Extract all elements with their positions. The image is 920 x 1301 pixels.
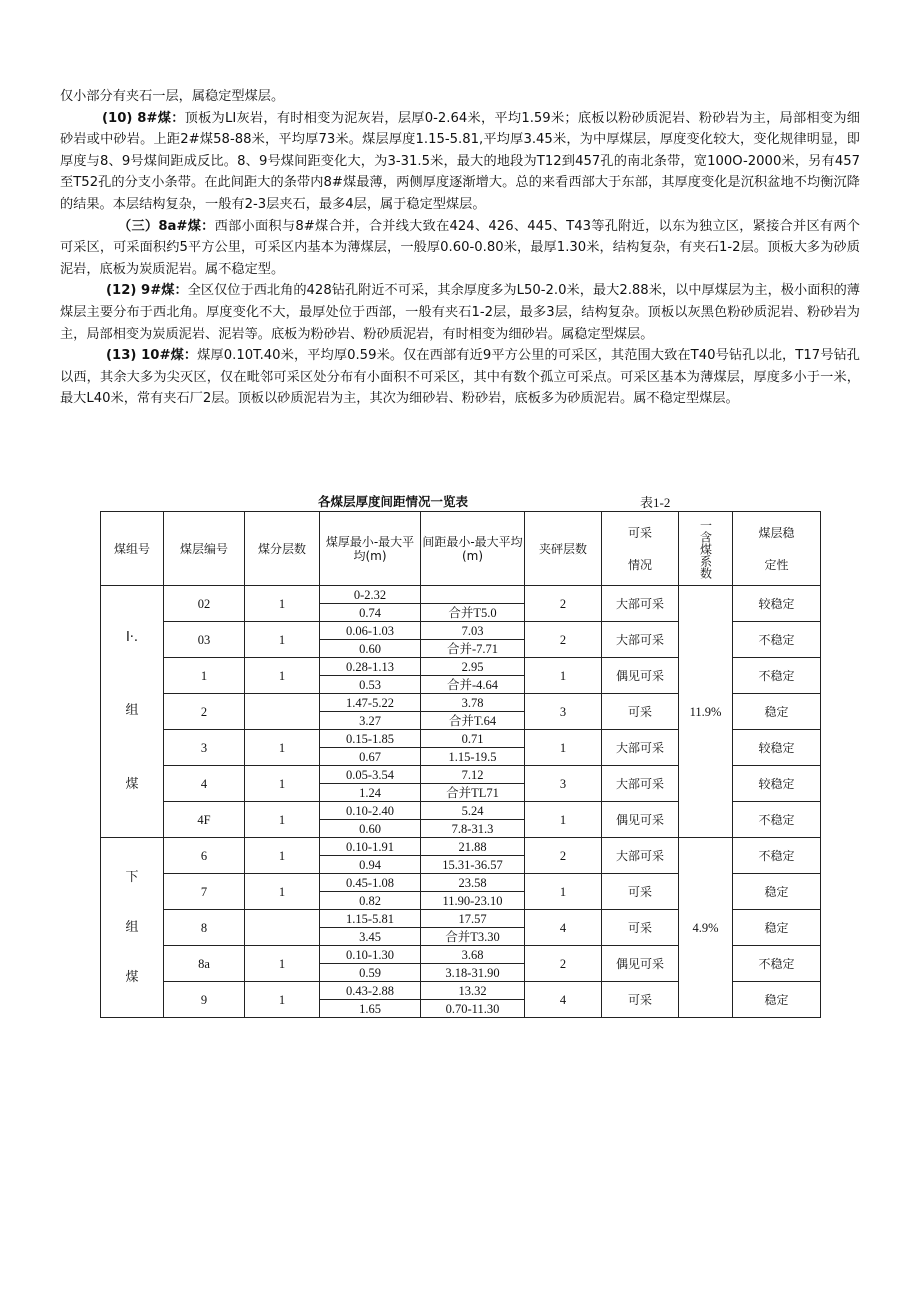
header-seam: 煤层编号 — [164, 512, 245, 586]
spacing-avg-cell: 3.18-31.90 — [421, 964, 525, 982]
mineable-cell: 偶见可采 — [602, 802, 679, 838]
paragraph-seam-8a-text: 西部小面积与8#煤合并，合并线大致在424、426、445、T43等孔附近，以东为独立区，紧接合并区有两个可采区，可采面积约5平方公里，可采区内基本为薄煤层，一般厚0.60-0.80米，最厚1.30米，结构复杂，有夹石1-2层。顶板大多为砂质泥岩，底板为炭质泥岩。属不稳定型。 — [60, 218, 860, 277]
thickness-avg-cell: 0.59 — [320, 964, 421, 982]
seam-cell: 8 — [164, 910, 245, 946]
coal-coefficient-cell: 4.9% — [679, 838, 733, 1018]
seam-cell: 4F — [164, 802, 245, 838]
header-stability-top: 煤层稳 — [758, 525, 795, 540]
layers-cell: 1 — [245, 586, 320, 622]
parting-cell: 2 — [525, 586, 602, 622]
parting-cell: 1 — [525, 730, 602, 766]
layers-cell: 1 — [245, 622, 320, 658]
parting-cell: 2 — [525, 622, 602, 658]
spacing-range-cell: 23.58 — [421, 874, 525, 892]
thickness-avg-cell: 0.53 — [320, 676, 421, 694]
spacing-avg-cell: 7.8-31.3 — [421, 820, 525, 838]
group-cell — [101, 586, 164, 838]
layers-cell — [245, 910, 320, 946]
header-stability-bottom: 定性 — [764, 557, 789, 572]
group-label-char: 煤 — [125, 969, 139, 985]
layers-cell: 1 — [245, 730, 320, 766]
parting-cell: 3 — [525, 766, 602, 802]
mineable-cell: 大部可采 — [602, 622, 679, 658]
header-mineable-top: 可采 — [627, 525, 652, 540]
mineable-cell: 大部可采 — [602, 730, 679, 766]
header-coeff-text: 一含煤系数 — [698, 518, 713, 579]
group-label — [101, 602, 163, 822]
spacing-range-cell: 7.03 — [421, 622, 525, 640]
seam-cell: 4 — [164, 766, 245, 802]
header-coeff — [679, 512, 733, 586]
group-label-char: 下 — [125, 869, 139, 885]
thickness-range-cell: 1.15-5.81 — [320, 910, 421, 928]
spacing-avg-cell: 15.31-36.57 — [421, 856, 525, 874]
table-row — [101, 586, 821, 604]
thickness-range-cell: 0.10-2.40 — [320, 802, 421, 820]
header-spacing: 间距最小-最大平均(m) — [421, 512, 525, 586]
layers-cell: 1 — [245, 982, 320, 1018]
stability-cell: 稳定 — [733, 910, 821, 946]
thickness-avg-cell: 0.67 — [320, 748, 421, 766]
mineable-cell: 偶见可采 — [602, 658, 679, 694]
stability-cell: 不稳定 — [733, 838, 821, 874]
spacing-avg-cell: 合并T3.30 — [421, 928, 525, 946]
spacing-range-cell: 3.68 — [421, 946, 525, 964]
thickness-range-cell: 0.28-1.13 — [320, 658, 421, 676]
spacing-avg-cell: 合并TL71 — [421, 784, 525, 802]
layers-cell — [245, 694, 320, 730]
mineable-cell: 大部可采 — [602, 586, 679, 622]
paragraph-seam-8a — [60, 216, 860, 281]
seam-cell: 7 — [164, 874, 245, 910]
parting-cell: 4 — [525, 910, 602, 946]
group-label-char: 组 — [125, 919, 139, 935]
spacing-range-cell: 2.95 — [421, 658, 525, 676]
paragraph-seam-10-text: 煤厚0.10T.40米，平均厚0.59米。仅在西部有近9平方公里的可采区，其范围大致在T40号钻孔以北，T17号钻孔以西，其余大多为尖灭区，仅在毗邻可采区处分布有小面积不可采区，其中有数个孤立可采点。可采区基本为薄煤层，厚度多小于一米，最大L40米，常有夹石厂2层。顶板以砂质泥岩为主，其次为细砂岩、粉砂岩，底板多为砂质泥岩。属不稳定型煤层。 — [60, 348, 860, 407]
stability-cell: 不稳定 — [733, 946, 821, 982]
header-mineable-bottom: 情况 — [627, 557, 652, 572]
seam-cell: 2 — [164, 694, 245, 730]
group-label — [101, 853, 163, 1003]
table-header-row — [101, 512, 821, 586]
mineable-cell: 可采 — [602, 694, 679, 730]
spacing-avg-cell: 合并T5.0 — [421, 604, 525, 622]
header-layers: 煤分层数 — [245, 512, 320, 586]
header-parting: 夹砰层数 — [525, 512, 602, 586]
coal-seam-table — [100, 511, 821, 1018]
stability-cell: 稳定 — [733, 982, 821, 1018]
parting-cell: 4 — [525, 982, 602, 1018]
paragraph-seam-9-heading: (12) 9#煤： — [106, 283, 188, 299]
spacing-range-cell: 0.71 — [421, 730, 525, 748]
thickness-range-cell: 0.05-3.54 — [320, 766, 421, 784]
parting-cell: 1 — [525, 802, 602, 838]
mineable-cell: 可采 — [602, 910, 679, 946]
seam-cell: 03 — [164, 622, 245, 658]
group-label-char: I·. — [125, 630, 139, 646]
thickness-avg-cell: 3.45 — [320, 928, 421, 946]
seam-cell: 6 — [164, 838, 245, 874]
spacing-range-cell: 17.57 — [421, 910, 525, 928]
parting-cell: 2 — [525, 946, 602, 982]
layers-cell: 1 — [245, 802, 320, 838]
seam-cell: 9 — [164, 982, 245, 1018]
stability-cell: 不稳定 — [733, 622, 821, 658]
stability-cell: 较稳定 — [733, 586, 821, 622]
parting-cell: 1 — [525, 658, 602, 694]
thickness-avg-cell: 0.94 — [320, 856, 421, 874]
paragraph-seam-8a-heading: （三）8a#煤： — [118, 218, 215, 234]
thickness-range-cell: 0.43-2.88 — [320, 982, 421, 1000]
mineable-cell: 可采 — [602, 874, 679, 910]
thickness-avg-cell: 3.27 — [320, 712, 421, 730]
paragraph-seam-9 — [60, 280, 860, 345]
stability-cell: 不稳定 — [733, 802, 821, 838]
mineable-cell: 大部可采 — [602, 838, 679, 874]
table-number: 表1-2 — [640, 495, 671, 510]
spacing-range-cell: 5.24 — [421, 802, 525, 820]
paragraph-seam-10-heading: (13) 10#煤： — [106, 348, 198, 364]
thickness-range-cell: 0.06-1.03 — [320, 622, 421, 640]
thickness-avg-cell: 0.82 — [320, 892, 421, 910]
thickness-range-cell: 0.45-1.08 — [320, 874, 421, 892]
thickness-avg-cell: 0.74 — [320, 604, 421, 622]
stability-cell: 较稳定 — [733, 766, 821, 802]
parting-cell: 2 — [525, 838, 602, 874]
spacing-range-cell: 13.32 — [421, 982, 525, 1000]
spacing-avg-cell: 11.90-23.10 — [421, 892, 525, 910]
spacing-avg-cell: 合并-7.71 — [421, 640, 525, 658]
mineable-cell: 可采 — [602, 982, 679, 1018]
thickness-range-cell: 1.47-5.22 — [320, 694, 421, 712]
seam-cell: 02 — [164, 586, 245, 622]
paragraph-1: 仅小部分有夹石一层，属稳定型煤层。 — [60, 89, 285, 104]
paragraph-seam-8 — [60, 108, 860, 216]
seam-cell: 1 — [164, 658, 245, 694]
header-group: 煤组号 — [101, 512, 164, 586]
thickness-avg-cell: 0.60 — [320, 820, 421, 838]
spacing-range-cell: 7.12 — [421, 766, 525, 784]
seam-cell: 3 — [164, 730, 245, 766]
thickness-range-cell: 0.10-1.30 — [320, 946, 421, 964]
spacing-avg-cell: 合并-4.64 — [421, 676, 525, 694]
layers-cell: 1 — [245, 946, 320, 982]
paragraph-seam-8-text: 顶板为LI灰岩，有时相变为泥灰岩，层厚0-2.64米，平均1.59米；底板以粉砂质泥岩、粉砂岩为主，局部相变为细砂岩或中砂岩。上距2#煤58-88米，平均厚73米。煤层厚度1.15-5.81,平均厚3.45米，为中厚煤层，厚度变化较大，变化规律明显，即厚度与8、9号煤间距成反比。8、9号煤间距变化大，为3-31.5米，最大的地段为T12到457孔的南北条带，宽100O-2000米，另有457至T52孔的分支小条带。在此间距大的条带内8#煤最薄，两侧厚度逐渐增大。总的来看西部大于东部，其厚度变化是沉积盆地不均衡沉降的结果。本层结构复杂，一般有2-3层夹石，最多4层，属于稳定型煤层。 — [60, 110, 860, 212]
spacing-avg-cell: 0.70-11.30 — [421, 1000, 525, 1018]
header-stability — [733, 512, 821, 586]
parting-cell: 3 — [525, 694, 602, 730]
body-text — [60, 86, 860, 410]
layers-cell: 1 — [245, 766, 320, 802]
paragraph-seam-10 — [60, 345, 860, 410]
seam-cell: 8a — [164, 946, 245, 982]
table-title: 各煤层厚度间距情况一览表 — [318, 494, 469, 509]
stability-cell: 不稳定 — [733, 658, 821, 694]
mineable-cell: 偶见可采 — [602, 946, 679, 982]
spacing-avg-cell: 合并T.64 — [421, 712, 525, 730]
group-label-char: 煤 — [125, 776, 139, 792]
header-mineable — [602, 512, 679, 586]
thickness-avg-cell: 1.65 — [320, 1000, 421, 1018]
thickness-range-cell: 0.15-1.85 — [320, 730, 421, 748]
table-row — [101, 838, 821, 856]
stability-cell: 较稳定 — [733, 730, 821, 766]
group-label-char: 组 — [125, 703, 139, 719]
layers-cell: 1 — [245, 874, 320, 910]
group-cell — [101, 838, 164, 1018]
thickness-range-cell: 0.10-1.91 — [320, 838, 421, 856]
thickness-avg-cell: 0.60 — [320, 640, 421, 658]
thickness-avg-cell: 1.24 — [320, 784, 421, 802]
spacing-range-cell — [421, 586, 525, 604]
paragraph-seam-9-text: 全区仅位于西北角的428钻孔附近不可采，其余厚度多为L50-2.0米，最大2.88米，以中厚煤层为主，极小面积的薄煤层主要分布于西北角。厚度变化不大，最厚处位于西部，一般有夹石1-2层，最多3层，结构复杂。顶板以灰黑色粉砂质泥岩、粉砂岩为主，局部相变为炭质泥岩、泥岩等。底板为粉砂岩、粉砂质泥岩，有时相变为细砂岩。属稳定型煤层。 — [60, 283, 860, 342]
spacing-avg-cell: 1.15-19.5 — [421, 748, 525, 766]
spacing-range-cell: 3.78 — [421, 694, 525, 712]
header-thickness: 煤厚最小-最大平均(m) — [320, 512, 421, 586]
spacing-range-cell: 21.88 — [421, 838, 525, 856]
coal-coefficient-cell: 11.9% — [679, 586, 733, 838]
paragraph-seam-8-heading: (10) 8#煤： — [102, 110, 185, 126]
parting-cell: 1 — [525, 874, 602, 910]
thickness-range-cell: 0-2.32 — [320, 586, 421, 604]
layers-cell: 1 — [245, 658, 320, 694]
stability-cell: 稳定 — [733, 694, 821, 730]
layers-cell: 1 — [245, 838, 320, 874]
stability-cell: 稳定 — [733, 874, 821, 910]
mineable-cell: 大部可采 — [602, 766, 679, 802]
